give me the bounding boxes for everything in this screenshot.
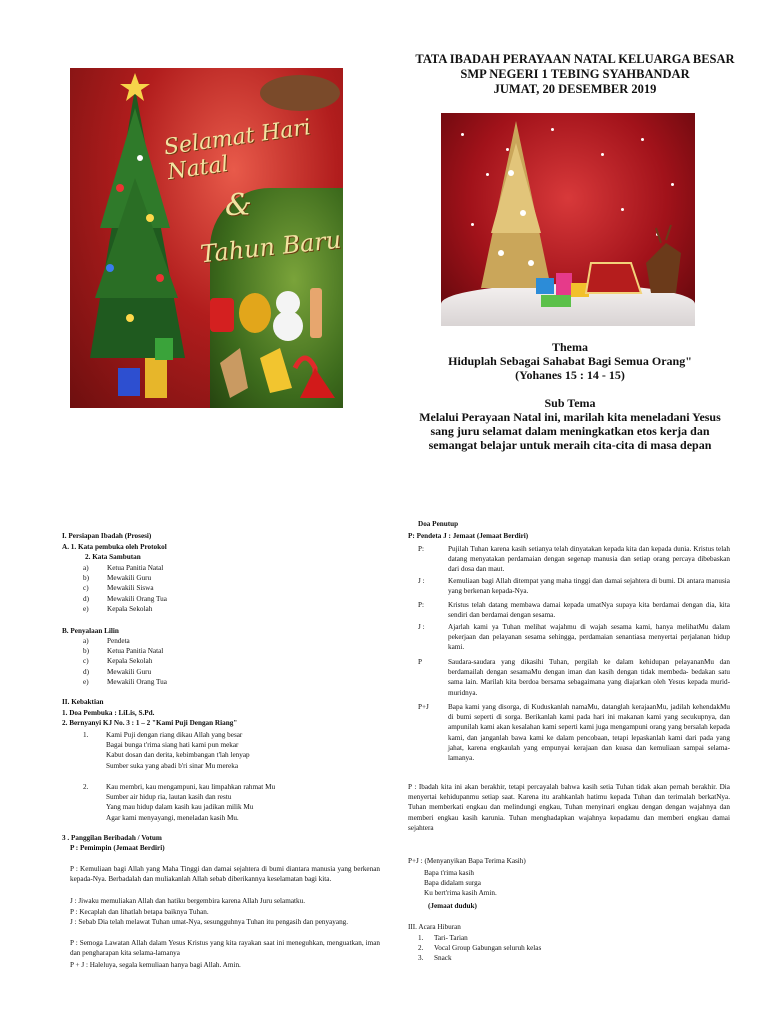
closing-j2: Ajarlah kami ya Tuhan melihat wajahmu di wajah sesama kami, hanya melihatMu dalam pekerjaan dan pelayanan sesama sehingga, perdamaian senantiasa menyertai perjalanan hidup kami.	[448, 623, 730, 652]
liturgy-p3: P : Semoga Lawatan Allah dalam Yesus Kristus yang kita rayakan saat ini meneguhkan, menguatkan, iman dan pengharapan kita selama-lamanya	[70, 939, 380, 958]
theme-label: Thema	[552, 340, 588, 354]
verse-2: Kau membri, kau mengampuni, kau limpahkan rahmat Mu Sumber air hidup ria, lautan kasih dan restu Yang mau hidup dalam kasih kau jadikan milik Mu Agar kami menyayangi, meneladan kasih Mu.	[106, 783, 276, 822]
role-label: J :	[418, 577, 425, 585]
list-item: Ketua Panitia Natal	[107, 647, 164, 656]
list-item: Mewakili Guru	[107, 574, 152, 583]
header-line-2: SMP NEGERI 1 TEBING SYAHBANDAR	[460, 67, 690, 81]
section-3-heading: 3 . Panggilan Beribadah / Votum	[62, 834, 162, 842]
item-b-heading: B. Penyalaan Lilin	[62, 627, 119, 635]
subtheme-line-2: sang juru selamat dalam meningkatkan etos kerja dan	[430, 424, 710, 438]
greeting-ampersand: &	[225, 188, 252, 223]
list-item: Vocal Group Gabungan seluruh kelas	[434, 944, 542, 953]
verse-1-number: 1.	[83, 731, 89, 739]
blessing-text: P : Ibadah kita ini akan berakhir, tetapi percayalah bahwa kasih setia Tuhan tidak akan pernah berakhir. Dia menyertai kehidupanmu setiap saat. Karena itu arahkanlah hatimu kepada Tuhan dan terimalah berkatNya. Tuhan memberkati engkau dan melindungi engkau, Tuhan menyinari engkau dengan dengan wajahnya dan memberi engkau kasih karunia. Tuhan menghadapkan wajahnya kepadamu dan memberi engkau damai sejahtera	[408, 783, 730, 832]
doa-pembuka: 1. Doa Pembuka : LiLis, S.Pd.	[62, 709, 155, 717]
theme-verse: (Yohanes 15 : 14 - 15)	[515, 368, 625, 382]
liturgy-p2: P : Kecaplah dan lihatlah betapa baiknya Tuhan.	[70, 908, 209, 916]
lords-prayer: Bapa kami yang disorga, di Kuduskanlah namaMu, datanglah kerajaanMu, jadilah kehendakMu di bumi seperti di sorga. Berikanlah kami pada hari ini makanan kami yang secukupnya, dan ampunilah kami akan kesalahan kami seperti kami juga mengampuni orang yang bersalah kepada kami, dan janganlah bawa kami ke dalam pencobaan, tetapi lepaskanlah kami dari pada yang jahat, karena engkaulah yang empunyai kerajaan dan kuasa dan kemuliaan sampai selama-lamanya.	[448, 703, 730, 763]
list-item: Kepala Sekolah	[107, 657, 153, 666]
verse-2-number: 2.	[83, 783, 89, 791]
closing-p2: Kristus telah datang membawa damai kepada umatNya supaya kita berdamai dengan dia, kita sendiri dan berdamai dengan sesama.	[448, 601, 730, 620]
list-item: Ketua Panitia Natal	[107, 564, 164, 572]
list-item: Mewakili Guru	[107, 667, 152, 676]
header-line-1: TATA IBADAH PERAYAAN NATAL KELUARGA BESAR	[415, 52, 735, 66]
section-1-heading: I. Persiapan Ibadah (Prosesi)	[62, 532, 152, 540]
pemimpin-label: P : Pemimpin (Jemaat Berdiri)	[70, 844, 165, 852]
closing-j1: Kemuliaan bagi Allah ditempat yang maha tinggi dan damai sejahtera di bumi. Di antara manusia yang berkenan kepada-Nya.	[448, 577, 730, 596]
sambutan-list: a) Ketua Panitia Natal b) Mewakili Guru c) Mewakili Siswa d) Mewakili Orang Tua e) Kepala Sekolah	[83, 564, 167, 613]
item-a-heading: A. 1. Kata pembuka oleh Protokol	[62, 543, 167, 551]
section-2-heading: II. Kebaktian	[62, 698, 104, 706]
role-label: J :	[418, 623, 425, 631]
doa-penutup-heading: Doa Penutup	[418, 520, 459, 528]
header-line-3: JUMAT, 20 DESEMBER 2019	[493, 82, 657, 96]
list-item: Tari- Tarian	[434, 934, 468, 942]
liturgy-j1: J : Jiwaku memuliakan Allah dan hatiku bergembira karena Allah Juru selamatku.	[70, 897, 305, 905]
role-label: P:	[418, 601, 424, 609]
song-instruction: P+J : (Menyanyikan Bapa Terima Kasih)	[408, 857, 526, 865]
right-column	[384, 0, 768, 1024]
role-label: P:	[418, 545, 424, 553]
section-3-heading: III. Acara Hiburan	[408, 923, 461, 931]
subtheme-line-1: Melalui Perayaan Natal ini, marilah kita meneladani Yesus	[419, 410, 721, 424]
subtheme-line-3: semangat belajar untuk meraih cita-cita di masa depan	[428, 438, 712, 452]
subtheme-label: Sub Tema	[544, 396, 596, 410]
role-label: P+J	[418, 703, 429, 711]
role-label: P	[418, 658, 422, 666]
list-item: Mewakili Siswa	[107, 584, 154, 593]
greeting-line-1: Selamat Hari Natal	[162, 115, 313, 186]
jemaat-duduk: (Jemaat duduk)	[428, 902, 477, 910]
verse-1: Kami Puji dengan riang dikau Allah yang besar Bagai bunga t'rima siang hati kami pun mekar Kabut dosan dan derita, kebimbangan t'lah lenyap Sumber suka yang abadi b'ri sinar Mu mereka	[106, 731, 250, 770]
pendeta-jemaat-heading: P: Pendeta J : Jemaat (Jemaat Berdiri)	[408, 532, 529, 540]
greeting-line-2: Tahun Baru	[198, 225, 343, 269]
list-item: Kepala Sekolah	[107, 604, 153, 613]
list-item: Mewakili Orang Tua	[107, 594, 167, 603]
liturgy-pj: P + J : Haleluya, segala kemuliaan hanya bagi Allah. Amin.	[70, 961, 241, 969]
list-item: Mewakili Orang Tua	[107, 677, 167, 686]
hiburan-list: 1. Tari- Tarian 2. Vocal Group Gabungan seluruh kelas 3. Snack	[418, 934, 542, 963]
lilin-list: a) Pendeta b) Ketua Panitia Natal c) Kepala Sekolah d) Mewakili Guru e) Mewakili Orang Tua	[83, 637, 167, 686]
liturgy-p1: P : Kemuliaan bagi Allah yang Maha Tinggi dan damai sejahtera di bumi diantara manusia yang berkenan kepada-Nya. Berbadalah dan muliakanlah Allah sebab diberikannya keselamatan bagi kita.	[70, 865, 380, 884]
liturgy-j2: J : Sebab Dia telah melawat Tuhan umat-Nya, sesungguhnya Tuhan itu pengasih dan penyayang.	[70, 918, 349, 926]
kata-sambutan-heading: 2. Kata Sambutan	[85, 553, 141, 561]
list-item: Snack	[434, 954, 452, 963]
theme-title: Hiduplah Sebagai Sahabat Bagi Semua Orang"	[448, 354, 692, 368]
closing-p3: Saudara-saudara yang dikasihi Tuhan, pergilah ke dalam kehidupan pelayananMu dan berdamailah dengan sesamaMu dengan iman dan kasih dengan tidak membeda- bedakan satu sama lain. Marilah kita berdoa bersama sebagaimana yang diajarkan oleh Yesus kepada murid- muridnya.	[448, 658, 730, 697]
closing-p1: Pujilah Tuhan karena kasih setianya telah dinyatakan kepada kita dan kepada dunia. Kristus telah datang menyatakan perdamaian dengan segenap manusia dan setiap orang percaya dibebaskan dari dosa dan maut.	[448, 545, 730, 574]
list-item: Pendeta	[107, 637, 130, 645]
closing-song: Bapa t'rima kasih Bapa didalam surga Ku bert'rima kasih Amin.	[424, 869, 497, 898]
song-heading: 2. Bernyanyi KJ No. 3 : 1 – 2 "Kami Puji Dengan Riang"	[62, 719, 238, 727]
